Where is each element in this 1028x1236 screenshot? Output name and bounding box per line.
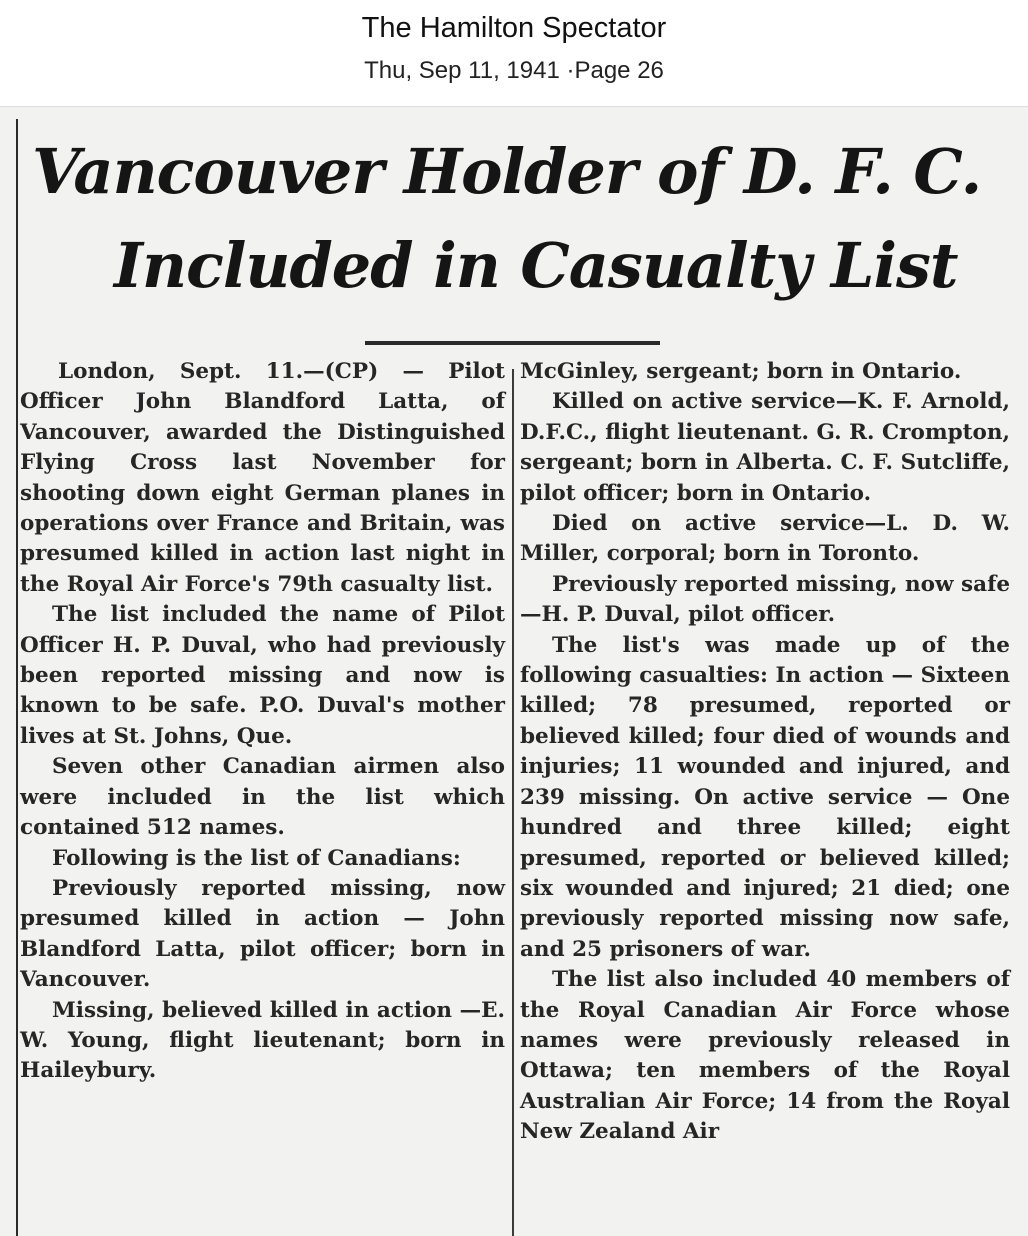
article-headline bbox=[30, 125, 1020, 313]
headline-rule bbox=[365, 341, 660, 345]
paragraph: The list included the name of Pilot Officer H. P. Duval, who had previously been reported missing and now is known to be safe. P.O. Duval's mother lives at St. Johns, Que. bbox=[20, 602, 505, 749]
paragraph: Killed on active service—K. F. Arnold, D.F.C., flight lieutenant. G. R. Crompton, sergeant; born in Alberta. C. F. Sutcliffe, pilot officer; born in Ontario. bbox=[520, 389, 1010, 506]
paragraph: Previously reported missing, now safe—H. P. Duval, pilot officer. bbox=[520, 571, 1010, 628]
column-divider bbox=[512, 369, 514, 1236]
paragraph: Following is the list of Canadians: bbox=[52, 845, 461, 871]
publication-title: The Hamilton Spectator bbox=[361, 12, 667, 44]
paragraph: Previously reported missing, now presumed killed in action — John Blandford Latta, pilot officer; born in Vancouver. bbox=[20, 875, 505, 993]
paragraph: Seven other Canadian airmen also were included in the list which contained 512 names. bbox=[20, 754, 505, 841]
column-border-left bbox=[16, 119, 18, 1236]
paragraph: Died on active service—L. D. W. Miller, corporal; born in Toronto. bbox=[520, 511, 1010, 567]
newspaper-clipping bbox=[0, 106, 1028, 1236]
paragraph: Missing, believed killed in action —E. W. Young, flight lieutenant; born in Haileybury. bbox=[20, 997, 505, 1084]
clipping-header bbox=[0, 0, 1028, 106]
paragraph: London, Sept. 11.—(CP) — Pilot Officer John Blandford Latta, of Vancouver, awarded the Distinguished Flying Cross last November for shooting down eight German planes in operations over France and Britain, was presumed killed in action last night in the Royal Air Force's 79th casualty list. bbox=[20, 359, 505, 597]
paragraph: The list's was made up of the following casualties: In action — Sixteen killed; 78 presumed, reported or believed killed; four died of wounds and injuries; 11 wounded and injured, and 239 missing. On active service — One hundred and three killed; eight presumed, reported or believed killed; six wounded and injured; 21 died; one previously reported missing now safe, and 25 prisoners of war. bbox=[520, 632, 1010, 962]
article-column-right bbox=[520, 357, 1010, 1148]
article-column-left bbox=[20, 357, 505, 1087]
paragraph: The list also included 40 members of the Royal Canadian Air Force whose names were previously released in Ottawa; ten members of the Royal Australian Air Force; 14 from the Royal New Zealand Air bbox=[520, 967, 1010, 1145]
headline-line-1: Vancouver Holder of D. F. C. bbox=[32, 135, 982, 208]
publication-date: Thu, Sep 11, 1941 ·Page 26 bbox=[364, 57, 664, 84]
headline-line-2: Included in Casualty List bbox=[114, 229, 958, 302]
paragraph: McGinley, sergeant; born in Ontario. bbox=[520, 359, 962, 384]
